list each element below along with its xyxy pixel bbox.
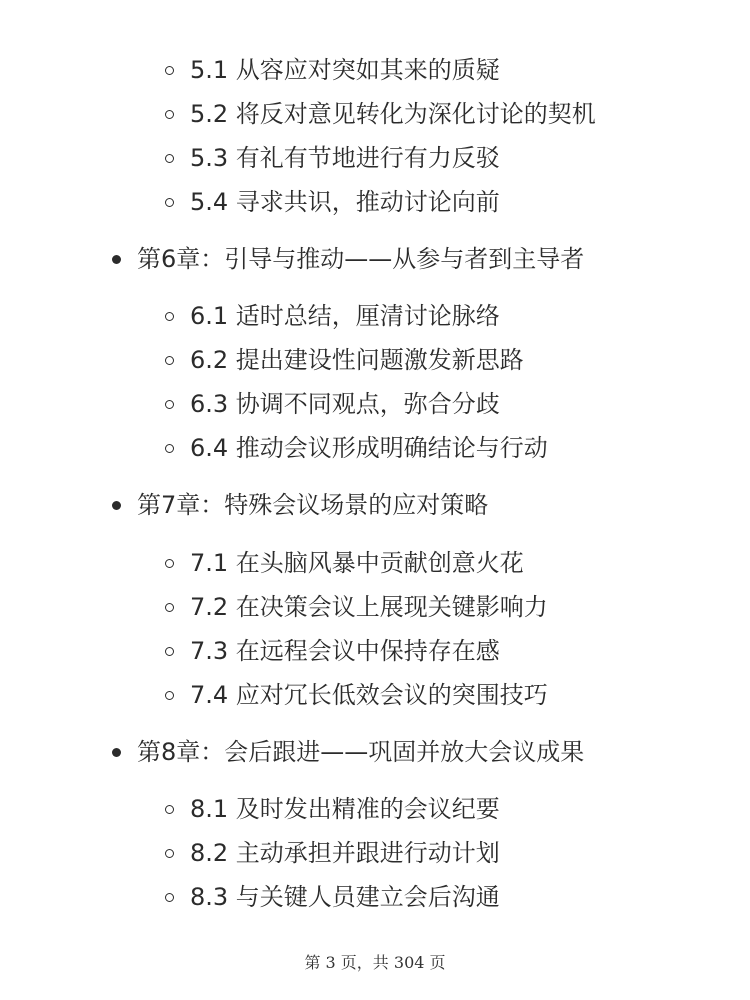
toc-section-5-4[interactable] [165, 184, 500, 220]
toc-section-8-1[interactable] [165, 791, 500, 827]
toc-section-label: 5.4 寻求共识，推动讨论向前 [190, 188, 500, 216]
toc-section-7-4[interactable] [165, 677, 548, 713]
filled-bullet-icon [112, 255, 121, 264]
toc-chapter-7[interactable] [112, 487, 488, 523]
toc-section-6-4[interactable] [165, 430, 548, 466]
toc-chapter-label: 第8章：会后跟进——巩固并放大会议成果 [137, 738, 585, 766]
filled-bullet-icon [112, 748, 121, 757]
toc-section-label: 6.2 提出建设性问题激发新思路 [190, 346, 524, 374]
toc-section-8-3[interactable] [165, 879, 500, 915]
toc-section-label: 7.3 在远程会议中保持存在感 [190, 637, 500, 665]
toc-section-6-2[interactable] [165, 342, 524, 378]
hollow-bullet-icon [165, 198, 174, 207]
hollow-bullet-icon [165, 603, 174, 612]
hollow-bullet-icon [165, 559, 174, 568]
filled-bullet-icon [112, 501, 121, 510]
toc-section-5-1[interactable] [165, 52, 500, 88]
hollow-bullet-icon [165, 312, 174, 321]
toc-section-8-2[interactable] [165, 835, 500, 871]
toc-section-label: 8.1 及时发出精准的会议纪要 [190, 795, 500, 823]
toc-section-7-2[interactable] [165, 589, 548, 625]
toc-section-label: 8.2 主动承担并跟进行动计划 [190, 839, 500, 867]
toc-chapter-label: 第7章：特殊会议场景的应对策略 [137, 491, 489, 519]
hollow-bullet-icon [165, 110, 174, 119]
toc-section-label: 7.4 应对冗长低效会议的突围技巧 [190, 681, 548, 709]
toc-section-label: 5.2 将反对意见转化为深化讨论的契机 [190, 100, 596, 128]
hollow-bullet-icon [165, 444, 174, 453]
toc-section-label: 6.1 适时总结，厘清讨论脉络 [190, 302, 500, 330]
hollow-bullet-icon [165, 400, 174, 409]
toc-chapter-label: 第6章：引导与推动——从参与者到主导者 [137, 245, 585, 273]
toc-section-label: 5.3 有礼有节地进行有力反驳 [190, 144, 500, 172]
hollow-bullet-icon [165, 154, 174, 163]
hollow-bullet-icon [165, 893, 174, 902]
toc-chapter-8[interactable] [112, 734, 584, 770]
toc-section-7-1[interactable] [165, 545, 524, 581]
hollow-bullet-icon [165, 691, 174, 700]
toc-section-label: 7.1 在头脑风暴中贡献创意火花 [190, 549, 524, 577]
toc-section-5-3[interactable] [165, 140, 500, 176]
toc-section-7-3[interactable] [165, 633, 500, 669]
toc-chapter-6[interactable] [112, 241, 584, 277]
toc-section-label: 5.1 从容应对突如其来的质疑 [190, 56, 500, 84]
hollow-bullet-icon [165, 647, 174, 656]
toc-section-6-3[interactable] [165, 386, 500, 422]
hollow-bullet-icon [165, 356, 174, 365]
hollow-bullet-icon [165, 849, 174, 858]
toc-section-label: 6.4 推动会议形成明确结论与行动 [190, 434, 548, 462]
hollow-bullet-icon [165, 805, 174, 814]
page-number-footer: 第 3 页，共 304 页 [304, 953, 446, 972]
hollow-bullet-icon [165, 66, 174, 75]
toc-section-6-1[interactable] [165, 298, 500, 334]
toc-section-label: 8.3 与关键人员建立会后沟通 [190, 883, 500, 911]
toc-section-label: 7.2 在决策会议上展现关键影响力 [190, 593, 548, 621]
toc-section-5-2[interactable] [165, 96, 596, 132]
toc-section-label: 6.3 协调不同观点，弥合分歧 [190, 390, 500, 418]
